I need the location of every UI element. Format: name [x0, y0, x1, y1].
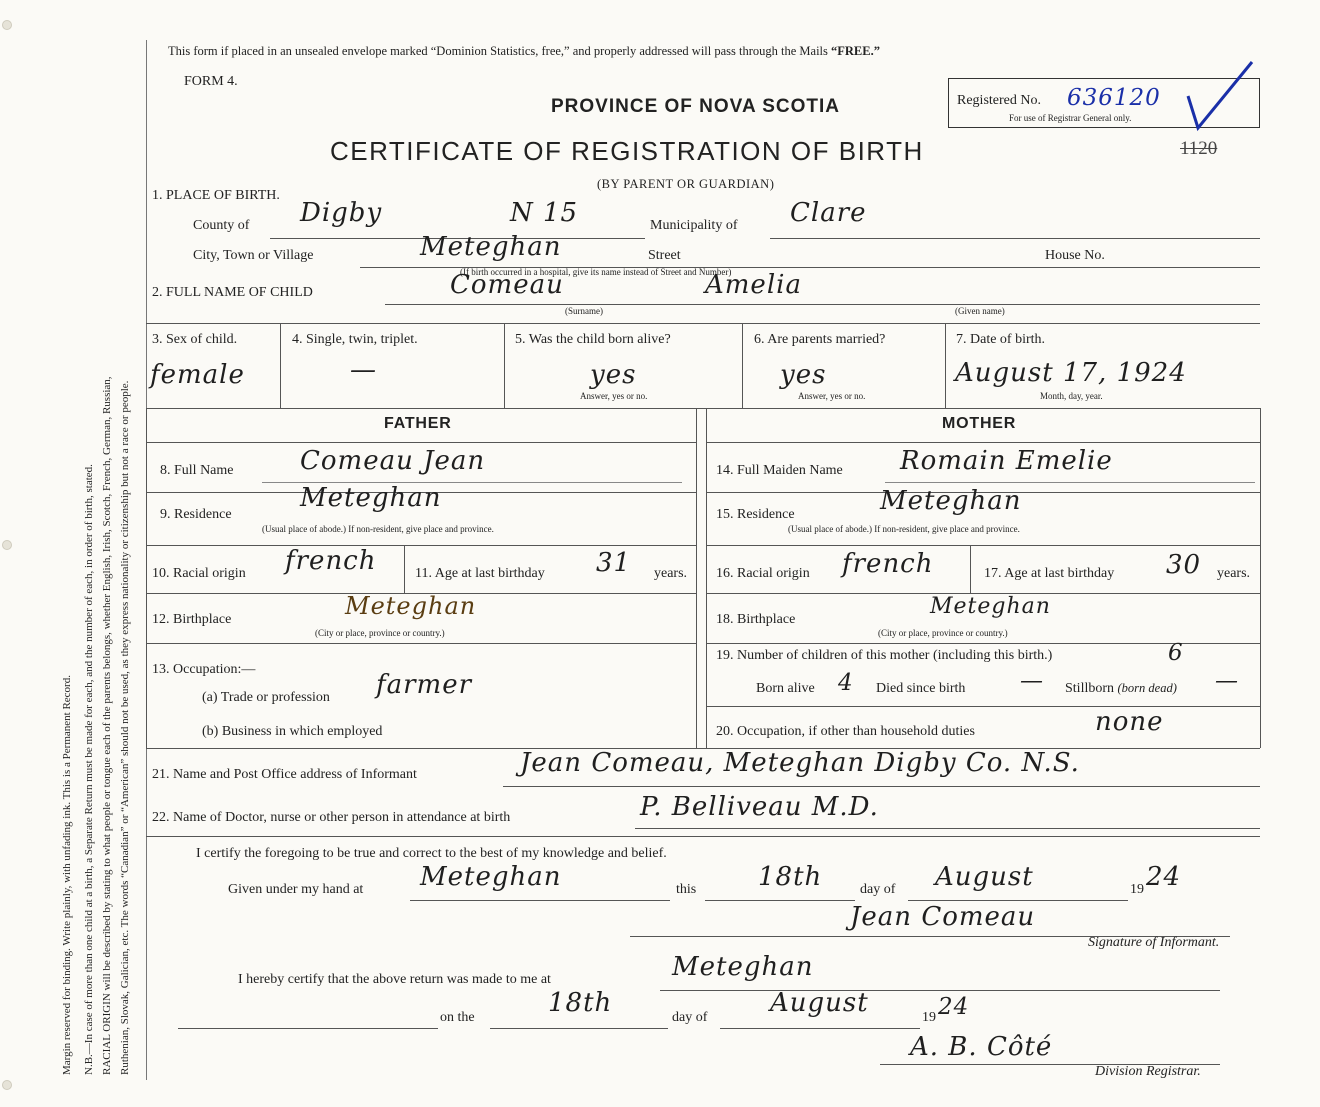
parents-married-label: 6. Are parents married?: [754, 332, 886, 347]
check-mark-icon: [1180, 56, 1260, 136]
certify-text: I certify the foregoing to be true and correct to the best of my knowledge and belief.: [196, 846, 667, 861]
registrar-year-value: 24: [938, 994, 970, 1020]
mother-children-label: 19. Number of children of this mother (including this birth.): [716, 648, 1053, 663]
division-registrar-caption: Division Registrar.: [1095, 1064, 1201, 1079]
father-years-label: years.: [654, 566, 688, 581]
place-of-birth-label: 1. PLACE OF BIRTH.: [152, 188, 280, 203]
father-birthplace-value: Meteghan: [345, 592, 477, 620]
mother-birthplace-value: Meteghan: [930, 594, 1051, 619]
registrar-day-value: 18th: [548, 988, 613, 1018]
father-trade-value: farmer: [376, 670, 473, 700]
born-alive-count-value: 4: [838, 670, 854, 696]
registrar-month-value: August: [770, 988, 869, 1018]
city-value: Meteghan: [420, 232, 562, 262]
district-value: N 15: [510, 198, 579, 228]
father-occupation-label: 13. Occupation:—: [152, 662, 256, 677]
mother-name-value: Romain Emelie: [900, 446, 1113, 476]
doctor-value: P. Belliveau M.D.: [640, 792, 879, 822]
mother-children-value: 6: [1168, 640, 1184, 666]
stillborn-label: Stillborn (born dead): [1065, 681, 1177, 696]
registered-number: 636120: [1067, 85, 1161, 111]
municipality-label: Municipality of: [650, 218, 738, 233]
binding-hole: [2, 1080, 12, 1090]
father-heading: FATHER: [384, 415, 452, 432]
this-label: this: [676, 882, 697, 897]
child-surname: Comeau: [450, 270, 564, 300]
mother-residence-value: Meteghan: [880, 486, 1022, 516]
born-alive-value: yes: [590, 360, 637, 390]
died-since-birth-value: —: [1020, 668, 1044, 694]
parents-married-value: yes: [780, 360, 827, 390]
dob-value: August 17, 1924: [955, 358, 1187, 388]
registrar-year-prefix: 19: [922, 1010, 936, 1025]
signature-of-informant-caption: Signature of Informant.: [1088, 935, 1220, 950]
binding-hole: [2, 20, 12, 30]
on-the-label: on the: [440, 1010, 475, 1025]
informant-label: 21. Name and Post Office address of Informant: [152, 767, 417, 782]
registrar-place-value: Meteghan: [672, 952, 814, 982]
died-since-birth-label: Died since birth: [876, 681, 966, 696]
mother-age-label: 17. Age at last birthday: [984, 566, 1115, 581]
province-title: PROVINCE OF NOVA SCOTIA: [551, 96, 841, 117]
nb-note-2: RACIAL ORIGIN will be described by stating to what people or tongue each of the parents belongs, whether English, Irish, Scotch, French, German, Russian,: [101, 376, 113, 1075]
born-alive-count-label: Born alive: [756, 681, 815, 696]
mother-occupation-value: none: [1095, 707, 1164, 737]
mother-age-value: 30: [1166, 550, 1202, 580]
registrar-certify-text: I hereby certify that the above return was made to me at: [238, 972, 551, 987]
father-business-label: (b) Business in which employed: [202, 724, 383, 739]
binding-hole: [2, 540, 12, 550]
county-label: County of: [193, 218, 250, 233]
hospital-note: (If birth occurred in a hospital, give its name instead of Street and Number): [460, 267, 732, 277]
surname-caption: (Surname): [565, 306, 603, 316]
given-year-value: 24: [1146, 862, 1182, 892]
form-label: FORM 4.: [184, 74, 238, 89]
mother-residence-caption: (Usual place of abode.) If non-resident, give place and province.: [788, 524, 1020, 534]
dob-caption: Month, day, year.: [1040, 391, 1103, 401]
dob-label: 7. Date of birth.: [956, 332, 1046, 347]
father-residence-label: 9. Residence: [160, 507, 232, 522]
child-given-name: Amelia: [705, 270, 802, 300]
municipality-value: Clare: [790, 198, 867, 228]
city-label: City, Town or Village: [193, 248, 314, 263]
registrar-use-note: For use of Registrar General only.: [1009, 113, 1132, 123]
father-residence-caption: (Usual place of abode.) If non-resident, give place and province.: [262, 524, 494, 534]
house-label: House No.: [1045, 248, 1105, 263]
doctor-label: 22. Name of Doctor, nurse or other person in attendance at birth: [152, 810, 511, 825]
mail-notice: This form if placed in an unsealed envelope marked “Dominion Statistics, free,” and properly addressed will pass through the Mails “FREE.”: [168, 44, 880, 58]
given-day-value: 18th: [758, 862, 823, 892]
nb-note-1: N.B.—In case of more than one child at a birth, a Separate Return must be made for each, and the number of each, in order of birth, stated.: [83, 464, 95, 1075]
father-name-value: Comeau Jean: [300, 446, 486, 476]
given-under-hand-label: Given under my hand at: [228, 882, 364, 897]
registrar-day-of-label: day of: [672, 1010, 708, 1025]
single-twin-label: 4. Single, twin, triplet.: [292, 332, 418, 347]
mother-race-value: french: [842, 549, 934, 579]
child-name-line: [385, 304, 1260, 305]
sex-label: 3. Sex of child.: [152, 332, 238, 347]
mother-occupation-label: 20. Occupation, if other than household duties: [716, 724, 975, 739]
mother-residence-label: 15. Residence: [716, 507, 795, 522]
certificate-subtitle: (BY PARENT OR GUARDIAN): [597, 177, 775, 191]
given-day-of-label: day of: [860, 882, 896, 897]
county-value: Digby: [300, 198, 383, 228]
born-alive-caption: Answer, yes or no.: [580, 391, 648, 401]
mother-left-border: [706, 408, 707, 748]
informant-value: Jean Comeau, Meteghan Digby Co. N.S.: [520, 748, 1080, 778]
child-name-label: 2. FULL NAME OF CHILD: [152, 285, 313, 300]
sex-value: female: [150, 360, 245, 390]
father-name-label: 8. Full Name: [160, 463, 234, 478]
mother-race-label: 16. Racial origin: [716, 566, 810, 581]
given-month-value: August: [935, 862, 1034, 892]
municipality-line: [770, 238, 1260, 239]
given-year-prefix: 19: [1130, 882, 1144, 897]
father-race-value: french: [285, 546, 377, 576]
street-label: Street: [648, 248, 681, 263]
father-residence-value: Meteghan: [300, 483, 442, 513]
informant-signature: Jean Comeau: [850, 902, 1036, 932]
nb-note-3: Ruthenian, Slovak, Galician, etc. The words “Canadian” or “American” should not be used, as they express nationality or citizenship but not a race or people.: [119, 380, 131, 1075]
father-right-border: [696, 408, 697, 748]
certificate-title: CERTIFICATE OF REGISTRATION OF BIRTH: [330, 136, 924, 166]
mother-years-label: years.: [1217, 566, 1251, 581]
mother-birthplace-caption: (City or place, province or country.): [878, 628, 1008, 638]
mother-birthplace-label: 18. Birthplace: [716, 612, 796, 627]
given-place-value: Meteghan: [420, 862, 562, 892]
stillborn-value: —: [1215, 668, 1239, 694]
father-birthplace-caption: (City or place, province or country.): [315, 628, 445, 638]
single-twin-value: —: [350, 355, 377, 385]
side-number: 1120: [1180, 138, 1218, 159]
given-name-caption: (Given name): [955, 306, 1005, 316]
row3-top-border: [146, 323, 1260, 324]
father-birthplace-label: 12. Birthplace: [152, 612, 232, 627]
mother-name-label: 14. Full Maiden Name: [716, 463, 843, 478]
registered-label: Registered No.: [957, 93, 1041, 108]
parents-married-caption: Answer, yes or no.: [798, 391, 866, 401]
mother-heading: MOTHER: [942, 415, 1017, 432]
margin-note: Margin reserved for binding. Write plainly, with unfading ink. This is a Permanent Record.: [61, 675, 73, 1075]
registrar-signature: A. B. Côté: [910, 1032, 1053, 1062]
row3-bottom-border: [146, 408, 1260, 409]
father-age-value: 31: [596, 548, 632, 578]
father-race-label: 10. Racial origin: [152, 566, 246, 581]
father-age-label: 11. Age at last birthday: [415, 566, 545, 581]
father-trade-label: (a) Trade or profession: [202, 690, 330, 705]
born-alive-label: 5. Was the child born alive?: [515, 332, 671, 347]
